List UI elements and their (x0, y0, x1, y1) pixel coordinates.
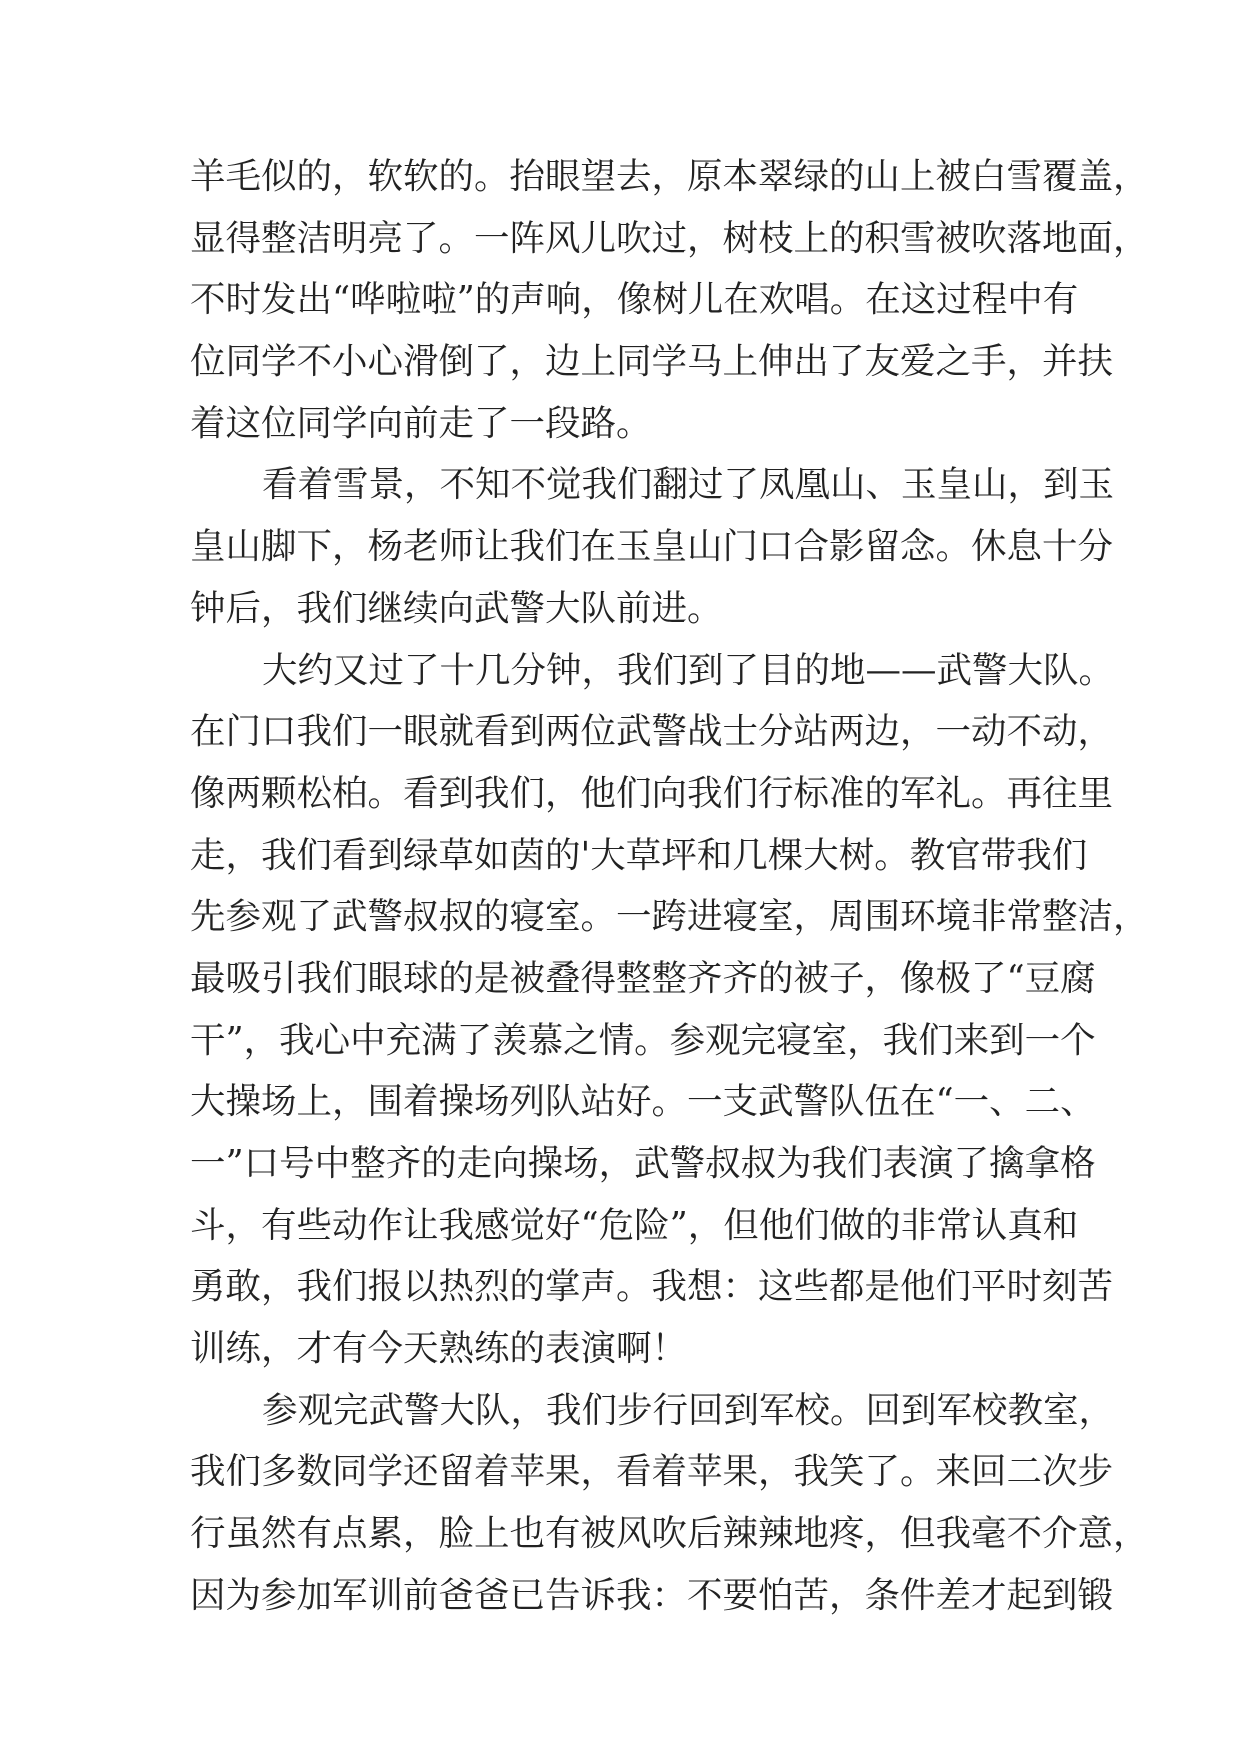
text-line: 一”口号中整齐的走向操场，武警叔叔为我们表演了擒拿格 (190, 1143, 1096, 1184)
paragraph-first-line: 参观完武警大队，我们步行回到军校。回到军校教室， (262, 1389, 1115, 1431)
text-line: 先参观了武警叔叔的寝室。一跨进寝室，周围环境非常整洁， (190, 896, 1149, 938)
text-line: 羊毛似的，软软的。抬眼望去，原本翠绿的山上被白雪覆盖， (190, 156, 1149, 197)
text-line: 在门口我们一眼就看到两位武警战士分站两边，一动不动， (190, 711, 1114, 753)
text-line: 不时发出“哗啦啦”的声响，像树儿在欢唱。在这过程中有 (190, 279, 1079, 321)
paragraph-first-line: 大约又过了十几分钟，我们到了目的地——武警大队。 (262, 649, 1115, 691)
text-line: 训练，才有今天熟练的表演啊！ (190, 1328, 688, 1370)
text-line: 最吸引我们眼球的是被叠得整整齐齐的被子，像极了“豆腐 (190, 957, 1096, 999)
text-line: 勇敢，我们报以热烈的掌声。我想：这些都是他们平时刻苦 (190, 1266, 1114, 1308)
text-line: 着这位同学向前走了一段路。 (190, 402, 652, 444)
text-line: 位同学不小心滑倒了，边上同学马上伸出了友爱之手，并扶 (190, 341, 1114, 383)
text-line: 显得整洁明亮了。一阵风儿吹过，树枝上的积雪被吹落地面， (190, 217, 1149, 259)
text-line: 干”，我心中充满了羡慕之情。参观完寝室，我们来到一个 (190, 1019, 1096, 1061)
text-line: 因为参加军训前爸爸已告诉我：不要怕苦，条件差才起到锻 (190, 1574, 1114, 1616)
text-line: 斗，有些动作让我感觉好“危险”，但他们做的非常认真和 (190, 1204, 1079, 1246)
text-line: 走，我们看到绿草如茵的'大草坪和几棵大树。教官带我们 (190, 834, 1088, 876)
text-line: 钟后，我们继续向武警大队前进。 (190, 587, 723, 629)
paragraph-first-line: 看着雪景，不知不觉我们翻过了凤凰山、玉皇山，到玉 (262, 464, 1115, 506)
text-line: 行虽然有点累，脸上也有被风吹后辣辣地疼，但我毫不介意， (190, 1513, 1149, 1555)
text-line: 大操场上，围着操场列队站好。一支武警队伍在“一、二、 (190, 1081, 1096, 1123)
body-text (190, 146, 1149, 1627)
text-line: 我们多数同学还留着苹果，看着苹果，我笑了。来回二次步 (190, 1451, 1114, 1493)
text-line: 像两颗松柏。看到我们，他们向我们行标准的军礼。再往里 (190, 772, 1114, 814)
text-line: 皇山脚下，杨老师让我们在玉皇山门口合影留念。休息十分 (190, 526, 1114, 568)
